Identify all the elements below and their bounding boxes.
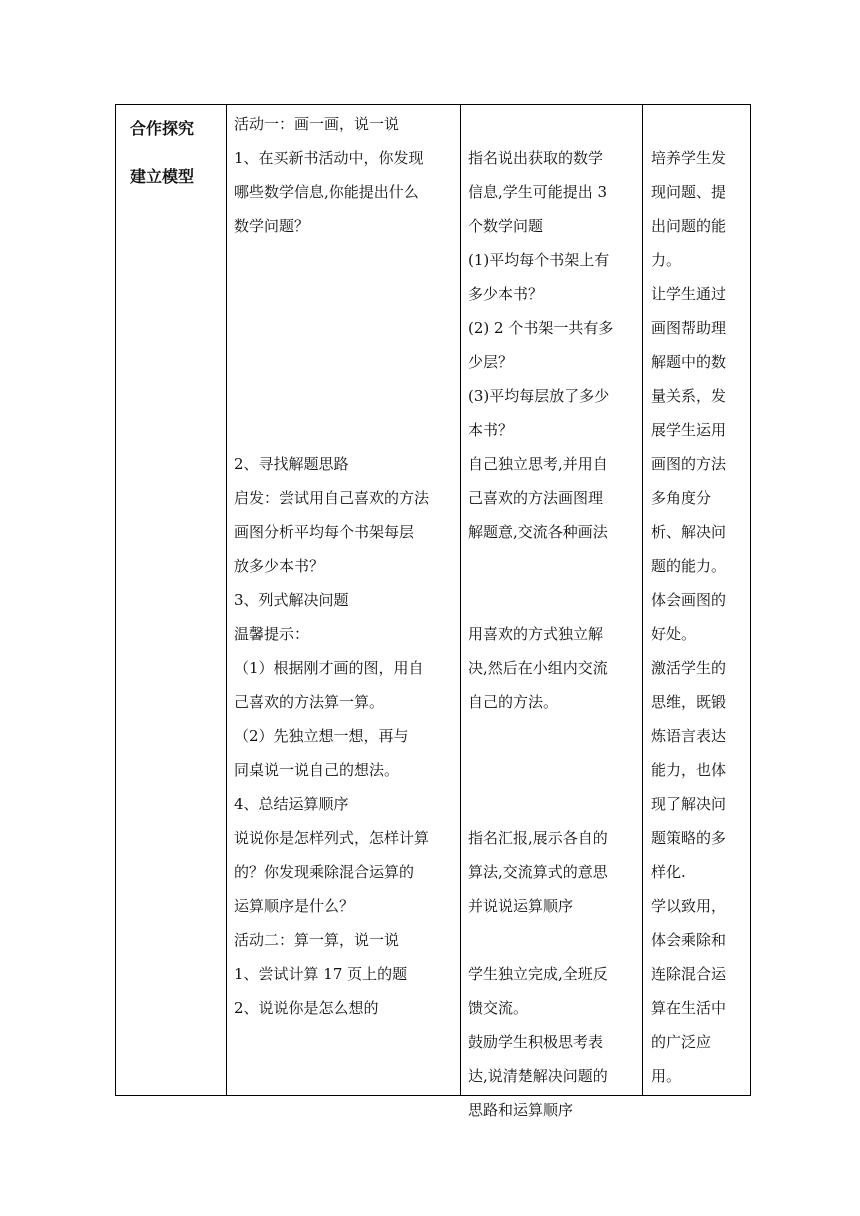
teacher-line: 画图分析平均每个书架每层	[234, 523, 415, 541]
student-line: (3)平均每层放了多少	[468, 387, 610, 405]
student-line: 自己独立思考,并用自	[468, 455, 608, 473]
teacher-line: 3、列式解决问题	[234, 591, 349, 609]
student-line: 己喜欢的方法画图理	[468, 489, 604, 507]
teacher-line: 1、在买新书活动中，你发现	[234, 149, 424, 167]
intent-line: 现了解决问	[651, 795, 727, 813]
student-line: 用喜欢的方式独立解	[468, 625, 604, 643]
intent-line: 展学生运用	[651, 421, 727, 439]
intent-line: 量关系，发	[651, 387, 727, 405]
student-line: 学生独立完成,全班反	[468, 965, 608, 983]
teacher-line: 放多少本书？	[234, 557, 325, 575]
student-line: 馈交流。	[468, 999, 529, 1017]
intent-line: 炼语言表达	[651, 727, 727, 745]
student-line: 指名说出获取的数学	[468, 149, 604, 167]
student-line: 自己的方法。	[468, 693, 559, 711]
intent-line: 样化.	[651, 863, 686, 881]
intent-line: 体会画图的	[651, 591, 727, 609]
teacher-line: 4、总结运算顺序	[234, 795, 349, 813]
intent-line: 画图帮助理	[651, 319, 727, 337]
student-line: 解题意,交流各种画法	[468, 523, 608, 541]
teacher-line: （1）根据刚才画的图，用自	[234, 659, 424, 677]
teacher-activity-column	[228, 107, 466, 1025]
intent-line: 解题中的数	[651, 353, 727, 371]
teacher-line: 温馨提示：	[234, 625, 310, 643]
student-line: 思路和运算顺序	[468, 1101, 574, 1119]
student-line: 并说说运算顺序	[468, 897, 574, 915]
intent-line: 的广泛应	[651, 1033, 712, 1051]
section-title-line: 合作探究	[130, 119, 195, 138]
intent-line: 体会乘除和	[651, 931, 727, 949]
student-line: 达,说清楚解决问题的	[468, 1067, 608, 1085]
student-line: 算法,交流算式的意思	[468, 863, 608, 881]
student-line: 指名汇报,展示各自的	[468, 829, 608, 847]
teacher-line: 2、寻找解题思路	[234, 455, 349, 473]
intent-line: 培养学生发	[651, 149, 727, 167]
intent-line: 多角度分	[651, 489, 712, 507]
teacher-line: 启发：尝试用自己喜欢的方法	[234, 489, 430, 507]
section-title-line: 建立模型	[130, 167, 195, 186]
column-divider	[226, 105, 227, 1095]
student-line: 少层？	[468, 353, 514, 371]
intent-line: 题策略的多	[651, 829, 727, 847]
teacher-line: 说说你是怎样列式，怎样计算	[234, 829, 430, 847]
intent-line: 让学生通过	[651, 285, 727, 303]
student-line: 信息,学生可能提出 3	[468, 183, 608, 201]
intent-line: 激活学生的	[651, 659, 727, 677]
teacher-line: 活动二：算一算，说一说	[234, 931, 400, 949]
student-line: (1)平均每个书架上有	[468, 251, 610, 269]
intent-line: 好处。	[651, 625, 697, 643]
teacher-line: 活动一：画一画，说一说	[234, 115, 400, 133]
intent-line: 能力，也体	[651, 761, 727, 779]
intent-line: 思维，既锻	[651, 693, 727, 711]
student-line: 个数学问题	[468, 217, 544, 235]
intent-line: 连除混合运	[651, 965, 727, 983]
section-title	[116, 105, 226, 201]
intent-line: 析、解决问	[651, 523, 727, 541]
teacher-line: 的？你发现乘除混合运算的	[234, 863, 415, 881]
student-line: 多少本书？	[468, 285, 544, 303]
intent-line: 出问题的能	[651, 217, 727, 235]
teacher-line: （2）先独立想一想，再与	[234, 727, 409, 745]
student-line: 本书？	[468, 421, 514, 439]
design-intent-column	[644, 141, 757, 1093]
student-line: 鼓励学生积极思考表	[468, 1033, 604, 1051]
teacher-line: 2、说说你是怎么想的	[234, 999, 379, 1017]
teacher-line: 同桌说一说自己的想法。	[234, 761, 400, 779]
intent-line: 学以致用，	[651, 897, 727, 915]
teacher-line: 哪些数学信息,你能提出什么	[234, 183, 419, 201]
intent-line: 画图的方法	[651, 455, 727, 473]
student-line: (2) 2 个书架一共有多	[468, 319, 614, 337]
student-line: 决,然后在小组内交流	[468, 659, 608, 677]
teacher-line: 运算顺序是什么？	[234, 897, 355, 915]
teacher-line: 己喜欢的方法算一算。	[234, 693, 385, 711]
student-activity-column	[462, 141, 648, 1127]
intent-line: 算在生活中	[651, 999, 727, 1017]
intent-line: 现问题、提	[651, 183, 727, 201]
lesson-plan-table	[115, 104, 751, 1119]
teacher-line: 数学问题？	[234, 217, 310, 235]
intent-line: 力。	[651, 251, 682, 269]
teacher-line: 1、尝试计算 17 页上的题	[234, 965, 408, 983]
intent-line: 用。	[651, 1067, 682, 1085]
intent-line: 题的能力。	[651, 557, 727, 575]
